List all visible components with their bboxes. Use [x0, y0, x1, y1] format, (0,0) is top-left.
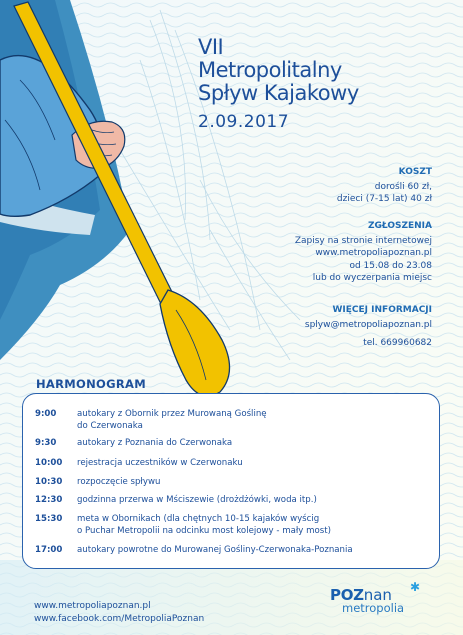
title-edition: VII: [198, 35, 224, 59]
schedule-time: 10:30: [35, 477, 63, 487]
zgloszenia-section: [295, 220, 432, 285]
event-date: 2.09.2017: [198, 112, 290, 132]
schedule-text-line: meta w Obornikach (dla chętnych 10-15 kajaków wyścig: [77, 514, 320, 524]
footer-facebook-link[interactable]: www.facebook.com/MetropoliaPoznan: [34, 614, 205, 624]
schedule-text: autokary powrotne do Murowanej Gośliny-Czerwonaka-Poznania: [77, 545, 353, 555]
koszt-children: dzieci (7-15 lat) 40 zł: [336, 194, 432, 204]
contact-email[interactable]: splyw@metropoliapoznan.pl: [304, 319, 432, 330]
contact-phone: tel. 669960682: [363, 338, 432, 348]
schedule-text-line: autokary z Obornik przez Murowaną Goślinę: [77, 409, 267, 419]
schedule-box: [22, 393, 440, 569]
title-line-metropolitalny: Metropolitalny: [198, 58, 342, 82]
zgloszenia-heading: ZGŁOSZENIA: [367, 221, 432, 231]
schedule-text-line: o Puchar Metropolii na odcinku most kolejowy - mały most): [77, 526, 331, 536]
wiecej-heading: WIĘCEJ INFORMACJI: [332, 305, 432, 315]
poznan-metropolia-logo: [330, 580, 421, 615]
logo-text-nan: nan: [363, 586, 392, 604]
zgloszenia-website-link[interactable]: www.metropoliapoznan.pl: [315, 248, 432, 258]
wiecej-section: [305, 304, 432, 350]
schedule-time: 17:00: [35, 545, 63, 555]
schedule-text: rejestracja uczestników w Czerwonaku: [77, 458, 243, 468]
schedule-time: 9:30: [35, 438, 57, 448]
title-line-splyw: Spływ Kajakowy: [198, 81, 359, 105]
logo-text-metropolia: metropolia: [342, 601, 405, 615]
koszt-heading: KOSZT: [398, 167, 432, 177]
schedule-time: 10:00: [35, 458, 63, 468]
footer-website-link[interactable]: www.metropoliapoznan.pl: [34, 601, 151, 611]
schedule-text: [77, 513, 437, 537]
koszt-adults: dorośli 60 zł,: [374, 181, 432, 192]
star-icon: ✱: [410, 580, 421, 594]
schedule-text: autokary z Poznania do Czerwonaka: [77, 438, 233, 448]
schedule-time: 12:30: [35, 495, 63, 505]
schedule-text-line: do Czerwonaka: [77, 421, 143, 431]
footer-links: [34, 600, 204, 626]
zgloszenia-limit: lub do wyczerpania miejsc: [312, 273, 432, 283]
koszt-section: [337, 166, 432, 206]
zgloszenia-line-1: Zapisy na stronie internetowej: [294, 235, 432, 246]
schedule-text: rozpoczęcie spływu: [77, 477, 161, 487]
event-title: [198, 36, 359, 133]
schedule-time: 9:00: [35, 409, 57, 419]
schedule-time: 15:30: [35, 514, 63, 524]
harmonogram-heading: HARMONOGRAM: [36, 377, 146, 391]
schedule-text: [77, 408, 437, 432]
logo-text-poz: POZ: [330, 586, 364, 604]
schedule-text: godzinna przerwa w Mściszewie (drożdżówki, woda itp.): [77, 495, 317, 505]
zgloszenia-dates: od 15.08 do 23.08: [349, 260, 432, 271]
